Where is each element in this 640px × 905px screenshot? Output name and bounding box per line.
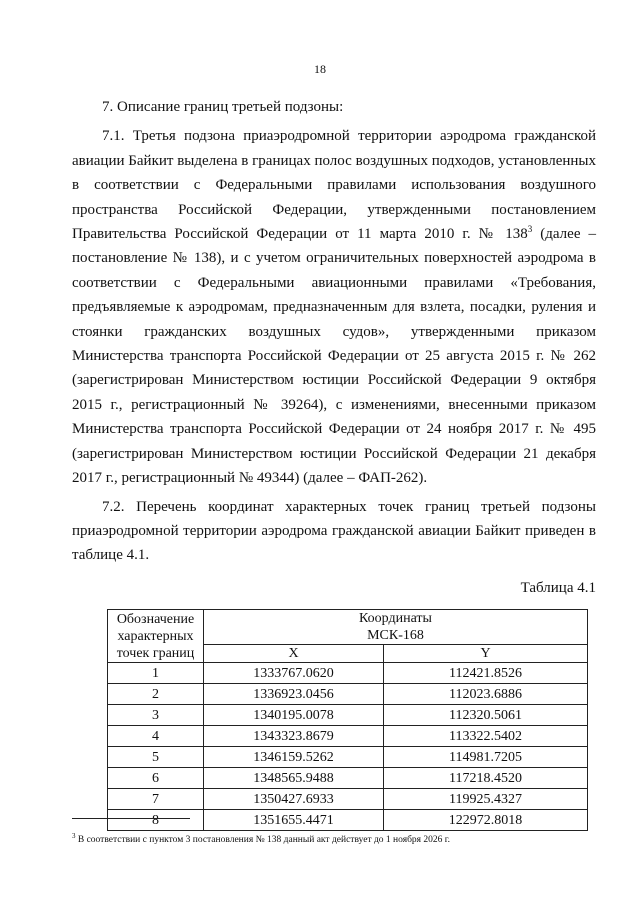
table-row [108,684,588,705]
cell-point: 8 [108,810,204,831]
paragraph-7-1-text-a: 7.1. Третья подзона приаэродромной территории аэродрома гражданской авиации Байкит выделена в границах полос воздушных подходов, установленных в соответствии с Федеральными правилами использования воздушного пространства Российской Федерации, утвержденными постановлением Правительства Российской Федерации от 11 марта 2010 г. № 138 [72,128,596,243]
table-row [108,789,588,810]
cell-x: 1340195.0078 [204,705,384,726]
footnote-separator [72,818,190,819]
header-coordinate-system: МСК-168 [367,628,424,644]
page-body [72,95,596,831]
cell-point: 4 [108,726,204,747]
cell-y: 112023.6886 [384,684,588,705]
cell-x: 1333767.0620 [204,663,384,684]
cell-point: 6 [108,768,204,789]
table-row [108,705,588,726]
paragraph-7-1 [72,124,596,490]
coordinates-table [107,609,588,831]
footnote-marker: 3 [72,831,76,840]
cell-x: 1343323.8679 [204,726,384,747]
section-heading: 7. Описание границ третьей подзоны: [102,99,344,115]
cell-point: 1 [108,663,204,684]
cell-x: 1350427.6933 [204,789,384,810]
cell-x: 1348565.9488 [204,768,384,789]
cell-y: 112320.5061 [384,705,588,726]
header-coordinates [204,610,588,645]
paragraph-7-1-text-b: (далее – постановление № 138), и с учетом ограничительных поверхностей аэродрома в соответствии с Федеральными авиационными правилами «Требования, предъявляемые к аэродромам, предназначенным для взлета, посадки, руления и стоянки гражданских воздушных судов», утвержденными приказом Министерства транспорта Российской Федерации от 25 августа 2015 г. № 262 (зарегистрирован Министерством юстиции Российской Федерации 9 октября 2015 г., регистрационный № 39264), с изменениями, внесенными приказом Министерства транспорта Российской Федерации от 24 ноября 2017 г. № 495 (зарегистрирован Министерством юстиции Российской Федерации 21 декабря 2017 г., регистрационный № 49344) (далее – ФАП-262). [72,226,597,487]
cell-point: 2 [108,684,204,705]
cell-y: 114981.7205 [384,747,588,768]
table-row [108,726,588,747]
cell-y: 119925.4327 [384,789,588,810]
cell-y: 117218.4520 [384,768,588,789]
cell-y: 122972.8018 [384,810,588,831]
table-caption: Таблица 4.1 [520,579,596,596]
cell-point: 5 [108,747,204,768]
paragraph-7-2: 7.2. Перечень координат характерных точек границ третьей подзоны приаэродромной территории аэродрома гражданской авиации Байкит приведен в таблице 4.1. [72,498,596,564]
footnote-text: В соответствии с пунктом 3 постановления № 138 данный акт действует до 1 ноября 2026 г. [75,835,450,845]
coordinates-table-body [108,663,588,831]
cell-y: 112421.8526 [384,663,588,684]
header-point-designation: Обозначение характерных точек границ [108,610,204,663]
header-y: Y [384,645,588,663]
page-number: 18 [314,62,326,76]
header-coordinates-title: Координаты [359,611,432,627]
footnote-reference: 3 [527,224,533,235]
cell-x: 1351655.4471 [204,810,384,831]
cell-x: 1346159.5262 [204,747,384,768]
cell-point: 7 [108,789,204,810]
cell-point: 3 [108,705,204,726]
cell-y: 113322.5402 [384,726,588,747]
table-row [108,810,588,831]
table-row [108,747,588,768]
table-row [108,768,588,789]
header-x: X [204,645,384,663]
cell-x: 1336923.0456 [204,684,384,705]
table-row [108,663,588,684]
footnote [72,831,596,846]
